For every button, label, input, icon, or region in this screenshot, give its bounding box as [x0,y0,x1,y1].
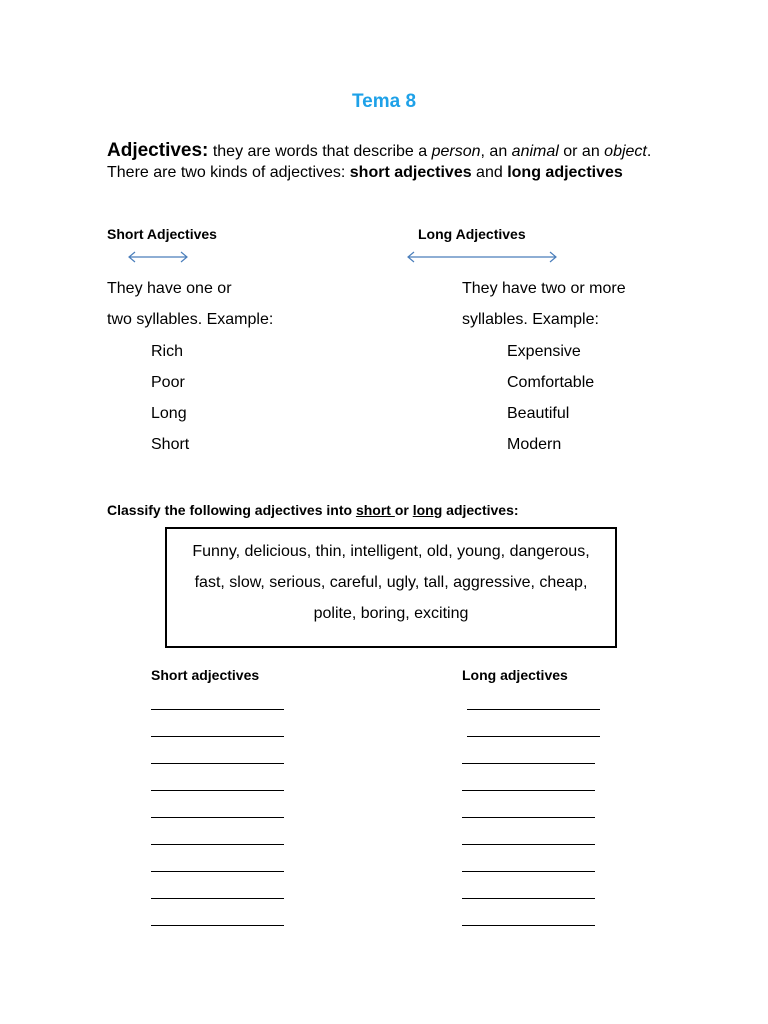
short-example-item: Poor [151,374,185,391]
long-answer-line[interactable] [462,925,595,926]
instruction-short-word: short [355,502,395,518]
intro-paragraph [107,140,667,183]
short-example-item: Rich [151,343,184,360]
instruction-long-word: long [412,502,443,518]
short-examples-list [151,336,189,460]
intro-text-4: . There are two kinds of adjectives: [107,143,652,181]
short-example-item: Long [151,405,187,422]
instruction-text-2: or [394,502,413,518]
short-adjectives-heading: Short Adjectives [107,226,217,242]
short-double-arrow-icon [127,250,189,264]
long-example-item: Expensive [507,343,581,360]
long-answer-line[interactable] [467,736,600,737]
long-answer-line[interactable] [462,898,595,899]
long-adjectives-heading: Long Adjectives [418,226,526,242]
short-answer-line[interactable] [151,925,284,926]
long-example-item: Comfortable [507,374,595,391]
instruction-text-3: adjectives: [442,502,519,518]
long-answer-line[interactable] [462,871,595,872]
short-description [107,273,273,335]
long-description-line-2: syllables. Example: [462,311,599,328]
short-answer-line[interactable] [151,898,284,899]
intro-short-label: short adjectives [349,164,472,181]
long-answer-line[interactable] [467,709,600,710]
short-description-line-1: They have one or [107,280,232,297]
short-answer-line[interactable] [151,790,284,791]
intro-object: object [604,143,647,160]
short-answer-line[interactable] [151,736,284,737]
long-answer-line[interactable] [462,844,595,845]
page-title: Tema 8 [351,91,417,112]
short-answer-line[interactable] [151,844,284,845]
long-answer-line[interactable] [462,790,595,791]
long-answer-line[interactable] [462,763,595,764]
word-list-box [165,527,617,648]
long-example-item: Modern [507,436,562,453]
intro-text-3: or an [558,143,605,160]
intro-person: person [431,143,481,160]
long-answers-label: Long adjectives [462,667,568,683]
intro-text-2: , an [480,143,512,160]
intro-text-5: and [471,164,508,181]
exercise-instruction [107,502,519,518]
long-description-line-1: They have two or more [462,280,626,297]
short-answer-line[interactable] [151,763,284,764]
short-example-item: Short [151,436,190,453]
short-answer-line[interactable] [151,709,284,710]
intro-long-label: long adjectives [507,164,623,181]
long-examples-list [507,336,594,460]
short-answer-line[interactable] [151,871,284,872]
long-answer-line[interactable] [462,817,595,818]
long-double-arrow-icon [406,250,558,264]
long-example-item: Beautiful [507,405,570,422]
short-answers-label: Short adjectives [151,667,260,683]
intro-term: Adjectives: [107,140,209,161]
instruction-text-1: Classify the following adjectives into [107,502,356,518]
word-list-text: Funny, delicious, thin, intelligent, old, young, dangerous, fast, slow, serious, careful, ugly, tall, aggressive, cheap, polite, boring, exciting [192,543,590,622]
short-description-line-2: two syllables. Example: [107,311,274,328]
long-description [462,273,626,335]
intro-text-1: they are words that describe a [208,143,432,160]
short-answer-line[interactable] [151,817,284,818]
intro-animal: animal [511,143,559,160]
